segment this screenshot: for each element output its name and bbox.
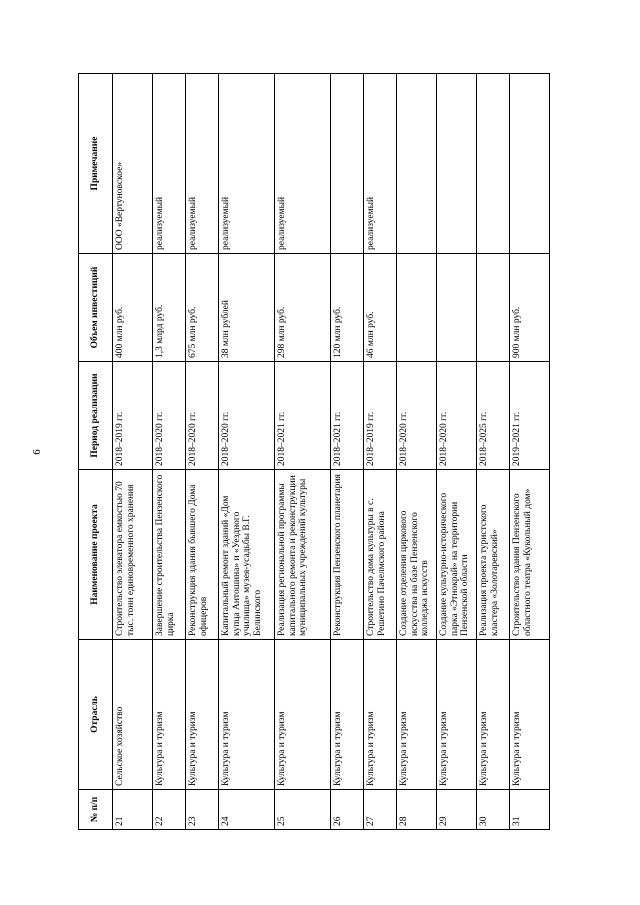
cell-sector: Сельское хозяйство — [113, 640, 153, 790]
table-row — [510, 74, 550, 830]
header-invest: Объем инвестиций — [79, 254, 113, 362]
cell-note — [477, 74, 510, 254]
cell-num: 31 — [510, 790, 550, 830]
cell-period: 2018–2019 гг. — [113, 362, 153, 470]
cell-period: 2018–2020 гг. — [219, 362, 275, 470]
investment-projects-table — [78, 73, 550, 830]
cell-period: 2018–2021 гг. — [275, 362, 331, 470]
cell-num: 22 — [153, 790, 186, 830]
cell-num: 28 — [397, 790, 437, 830]
cell-period: 2018–2021 гг. — [331, 362, 364, 470]
rotated-table-container — [78, 74, 536, 830]
table-row — [477, 74, 510, 830]
table-row — [364, 74, 397, 830]
cell-num: 27 — [364, 790, 397, 830]
table-row — [331, 74, 364, 830]
cell-num: 23 — [186, 790, 219, 830]
cell-invest: 1,3 млрд руб. — [153, 254, 186, 362]
cell-name: Строительство элеватора емкостью 70 тыс. тонн единовременного хранения — [113, 470, 153, 640]
cell-invest: 120 млн руб. — [331, 254, 364, 362]
cell-name: Создание отделения циркового искусства на базе Пензенского колледжа искусств — [397, 470, 437, 640]
cell-sector: Культура и туризм — [437, 640, 477, 790]
cell-name: Завершение строительства Пензенского цирка — [153, 470, 186, 640]
cell-invest: 400 млн руб. — [113, 254, 153, 362]
cell-invest — [397, 254, 437, 362]
cell-num: 26 — [331, 790, 364, 830]
header-period: Период реализации — [79, 362, 113, 470]
cell-note: реализуемый — [364, 74, 397, 254]
cell-note — [510, 74, 550, 254]
cell-period: 2018–2025 гг. — [477, 362, 510, 470]
cell-sector: Культура и туризм — [275, 640, 331, 790]
cell-sector: Культура и туризм — [331, 640, 364, 790]
cell-num: 24 — [219, 790, 275, 830]
cell-note: реализуемый — [275, 74, 331, 254]
cell-note — [397, 74, 437, 254]
cell-num: 30 — [477, 790, 510, 830]
cell-num: 29 — [437, 790, 477, 830]
header-num: № п/п — [79, 790, 113, 830]
cell-name: Реализация региональной программы капитального ремонта и реконструкции муниципальных учреждений культуры — [275, 470, 331, 640]
cell-sector: Культура и туризм — [397, 640, 437, 790]
cell-name: Создание культурно-исторического парка «Этнокрай» на территории Пензенской области — [437, 470, 477, 640]
header-sector: Отрасль — [79, 640, 113, 790]
cell-period: 2019–2021 гг. — [510, 362, 550, 470]
table-row — [437, 74, 477, 830]
page-number: 6 — [31, 449, 43, 455]
cell-name: Строительство дома культуры в с. Решетино Пачелмского района — [364, 470, 397, 640]
cell-invest: 46 млн руб. — [364, 254, 397, 362]
cell-sector: Культура и туризм — [153, 640, 186, 790]
cell-note: реализуемый — [153, 74, 186, 254]
cell-invest: 38 млн рублей — [219, 254, 275, 362]
cell-note: реализуемый — [219, 74, 275, 254]
table-row — [186, 74, 219, 830]
cell-invest: 675 млн руб. — [186, 254, 219, 362]
cell-period: 2018–2020 гг. — [437, 362, 477, 470]
cell-num: 21 — [113, 790, 153, 830]
header-name: Наименование проекта — [79, 470, 113, 640]
cell-num: 25 — [275, 790, 331, 830]
cell-note — [437, 74, 477, 254]
cell-name: Реализация проекта туристского кластера «Золотаревский» — [477, 470, 510, 640]
cell-name: Реконструкция Пензенского планетария — [331, 470, 364, 640]
table-row — [275, 74, 331, 830]
cell-period: 2018–2020 гг. — [153, 362, 186, 470]
cell-name: Строительство здания Пензенского областного театра «Кукольный дом» — [510, 470, 550, 640]
cell-note — [331, 74, 364, 254]
cell-invest: 298 млн руб. — [275, 254, 331, 362]
cell-sector: Культура и туризм — [510, 640, 550, 790]
table-row — [397, 74, 437, 830]
table-row — [219, 74, 275, 830]
table-row — [113, 74, 153, 830]
cell-invest: 900 млн руб. — [510, 254, 550, 362]
cell-invest — [437, 254, 477, 362]
cell-name: Капитальный ремонт зданий «Дом купца Антошина» и «Уездного училища» музея-усадьбы В.Г. Белинского — [219, 470, 275, 640]
header-note: Примечание — [79, 74, 113, 254]
cell-sector: Культура и туризм — [186, 640, 219, 790]
cell-sector: Культура и туризм — [477, 640, 510, 790]
cell-note: ООО «Вертуновское» — [113, 74, 153, 254]
cell-note: реализуемый — [186, 74, 219, 254]
cell-period: 2018–2020 гг. — [397, 362, 437, 470]
cell-invest — [477, 254, 510, 362]
table-row — [153, 74, 186, 830]
table-header-row — [79, 74, 113, 830]
cell-name: Реконструкция здания бывшего Дома офицеров — [186, 470, 219, 640]
cell-sector: Культура и туризм — [364, 640, 397, 790]
cell-period: 2018–2020 гг. — [186, 362, 219, 470]
cell-sector: Культура и туризм — [219, 640, 275, 790]
cell-period: 2018–2019 гг. — [364, 362, 397, 470]
